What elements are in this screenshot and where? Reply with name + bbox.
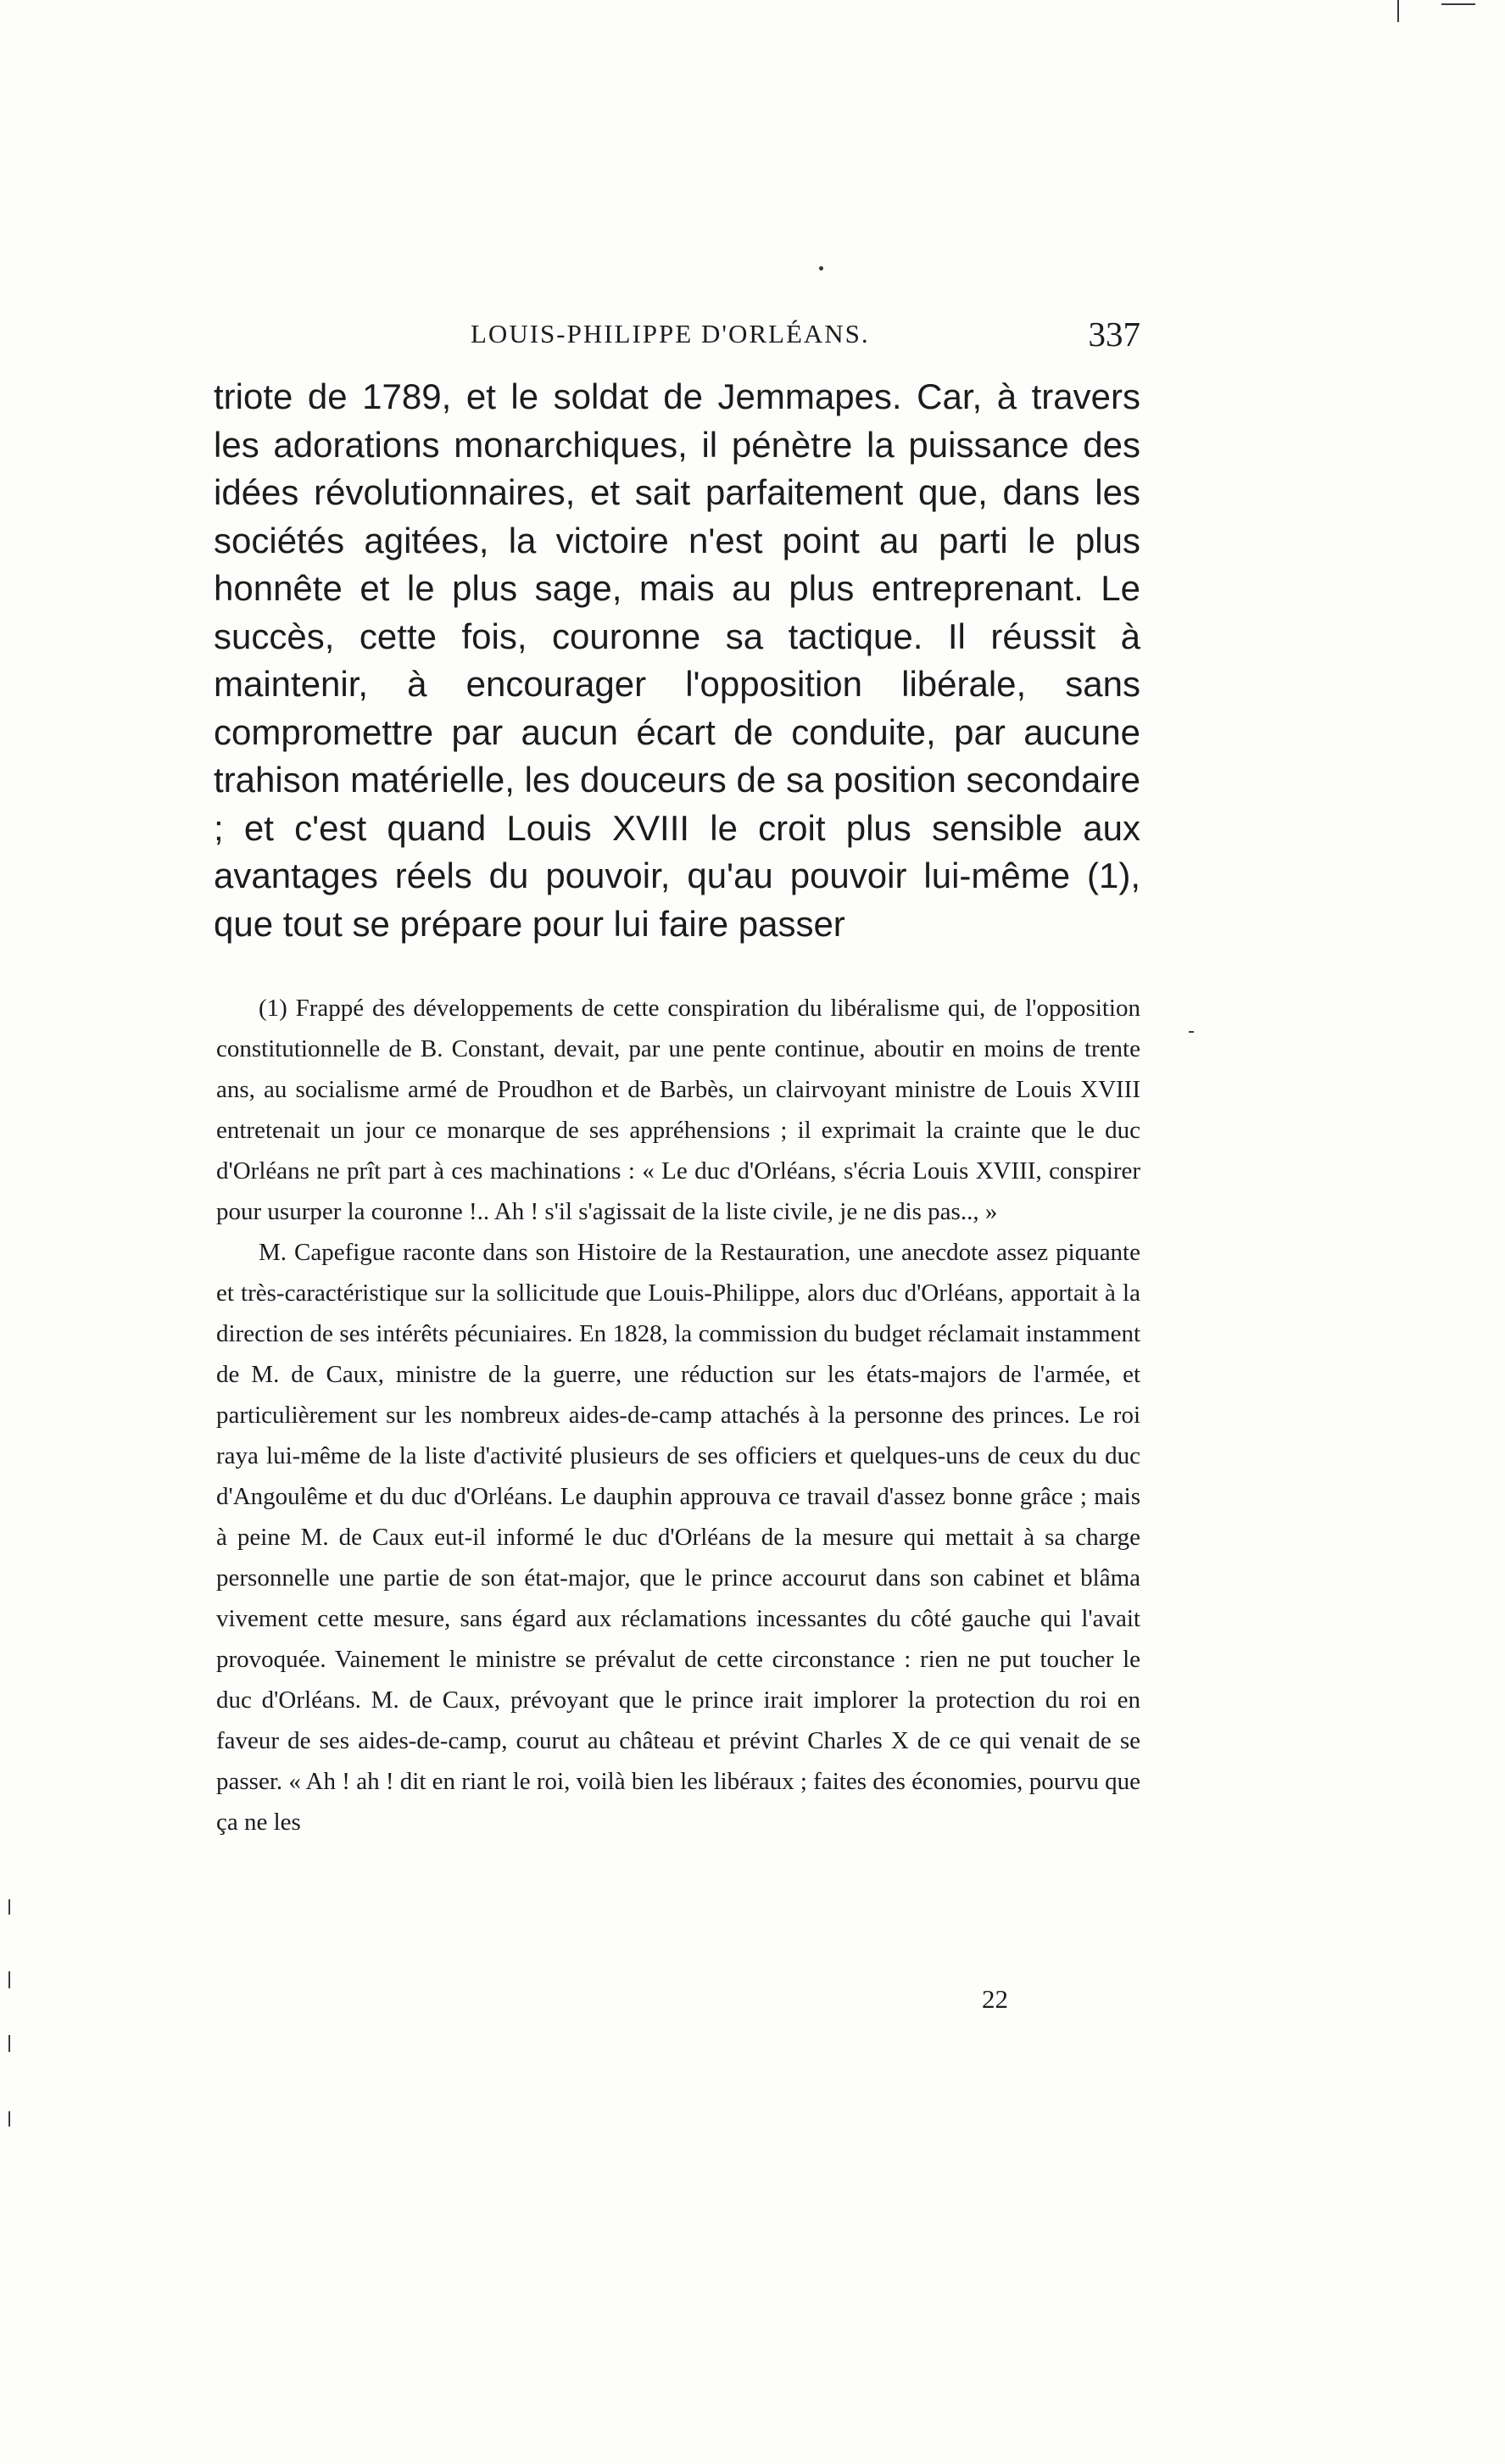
signature-mark: 22	[982, 1984, 1008, 2014]
main-text	[214, 373, 1140, 948]
footnotes	[216, 988, 1140, 1842]
running-title: LOUIS-PHILIPPE D'ORLÉANS.	[471, 319, 870, 348]
edge-mark	[1397, 0, 1399, 22]
footnote-2: M. Capefigue raconte dans son Histoire de la Restauration, une anecdote assez piquante et très-caractéristique sur la sollicitude que Louis-Philippe, alors duc d'Orléans, apportait à la direction de ses intérêts pécuniaires. En 1828, la commission du budget réclamait instamment de M. de Caux, ministre de la guerre, une réduction sur les états-majors de l'armée, et particulièrement sur les nombreux aides-de-camp attachés à la personne des princes. Le roi raya lui-même de la liste d'activité plusieurs de ses officiers et quelques-uns de ceux du duc d'Angoulême et du duc d'Orléans. Le dauphin approuva ce travail d'assez bonne grâce ; mais à peine M. de Caux eut-il informé le duc d'Orléans de la mesure qui mettait à sa charge personnelle une partie de son état-major, que le prince accourut dans son cabinet et blâma vivement cette mesure, sans égard aux réclamations incessantes du côté gauche qui l'avait provoquée. Vainement le ministre se prévalut de cette circonstance : rien ne put toucher le duc d'Orléans. M. de Caux, prévoyant que le prince irait implorer la protection du roi en faveur de ses aides-de-camp, courut au château et prévint Charles X de ce qui venait de se passer. « Ah ! ah ! dit en riant le roi, voilà bien les libéraux ; faites des économies, pourvu que ça ne les	[216, 1239, 1140, 1836]
margin-mark	[8, 2035, 10, 2052]
page-number: 337	[1088, 315, 1140, 354]
speck-dot	[819, 266, 823, 270]
page-header	[471, 315, 1140, 361]
footnote-1: (1) Frappé des développements de cette conspiration du libéralisme qui, de l'opposition constitutionnelle de B. Constant, devait, par une pente continue, aboutir en moins de trente ans, au socialisme armé de Proudhon et de Barbès, un clairvoyant ministre de Louis XVIII entretenait un jour ce monarque de ses appréhensions ; il exprimait la crainte que le duc d'Orléans ne prît part à ces machinations : « Le duc d'Orléans, s'écria Louis XVIII, conspirer pour usurper la couronne !.. Ah ! s'il s'agissait de la liste civile, je ne dis pas.., »	[216, 995, 1140, 1225]
margin-mark	[8, 2111, 10, 2127]
margin-tick	[1189, 1031, 1194, 1033]
margin-mark	[8, 1899, 10, 1915]
edge-mark	[1441, 3, 1475, 5]
main-paragraph: triote de 1789, et le soldat de Jemmapes. Car, à travers les adorations monarchiques, il pénètre la puissance des idées révolutionnaires, et sait parfaitement que, dans les sociétés agitées, la victoire n'est point au parti le plus honnête et le plus sage, mais au plus entreprenant. Le succès, cette fois, couronne sa tactique. Il réussit à maintenir, à encourager l'opposition libérale, sans compromettre par aucun écart de conduite, par aucune trahison matérielle, les douceurs de sa position secondaire ; et c'est quand Louis XVIII le croit plus sensible aux avantages réels du pouvoir, qu'au pouvoir lui-même (1), que tout se prépare pour lui faire passer	[214, 376, 1140, 944]
margin-mark	[8, 1971, 10, 1988]
